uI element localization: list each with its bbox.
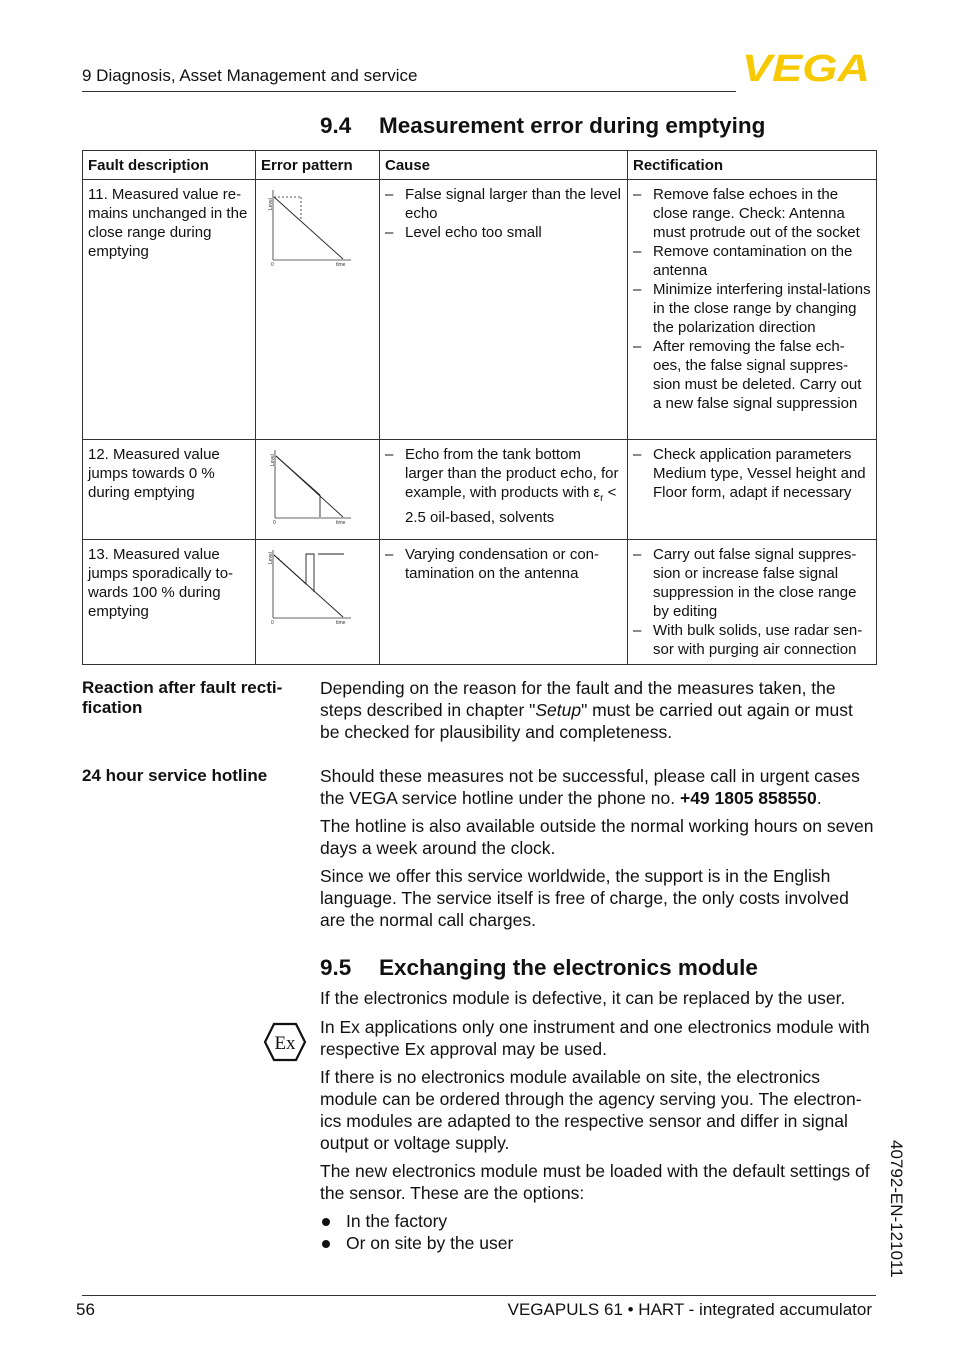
reaction-text bbox=[320, 677, 876, 743]
x-axis-label: time bbox=[336, 520, 346, 526]
error-pattern-cell bbox=[256, 180, 380, 440]
rectification-item: – Remove contamination on the antenna bbox=[633, 242, 871, 280]
section-95-p4: The new electronics module must be loaded with the default settings of the sensor. These are the options: bbox=[320, 1161, 870, 1203]
logo-text: VEGA bbox=[742, 50, 870, 84]
cause-cell bbox=[380, 180, 628, 440]
rectification-cell bbox=[628, 540, 877, 665]
product-name: VEGAPULS 61 • HART - integrated accumulator bbox=[507, 1300, 872, 1319]
fault-table bbox=[82, 150, 877, 665]
section-95-p3: If there is no electronics module available on site, the electronics module can be ordered through the agency serving you. The electron-ics modules are adapted to the respective sensor and differ in signal output or voltage supply. bbox=[320, 1067, 862, 1153]
y-axis-label: Level bbox=[270, 454, 276, 466]
hotline-label: 24 hour service hotline bbox=[82, 766, 268, 785]
table-header-row bbox=[83, 151, 877, 180]
reaction-text-part: " must be carried out again or must be checked for plausibility and completeness. bbox=[320, 700, 853, 742]
level-line bbox=[274, 197, 343, 259]
rectification-item: – After removing the false ech-oes, the false signal suppres-sion must be deleted. Carry out a new false signal suppression bbox=[633, 337, 871, 413]
cause-item: – Varying condensation or con-tamination on the antenna bbox=[385, 545, 622, 583]
section-95-p1: If the electronics module is defective, it can be replaced by the user. bbox=[320, 988, 846, 1008]
x-axis-label: time bbox=[336, 620, 346, 626]
error-pattern-chart bbox=[256, 540, 379, 630]
hotline-p1: Should these measures not be successful, please call in urgent cases the VEGA service hotline under the phone no. bbox=[320, 766, 860, 808]
table-row bbox=[83, 540, 877, 665]
fault-description: 13. Measured value jumps sporadically to-wards 100 % during emptying bbox=[83, 540, 256, 665]
rectification-item: – Check application parameters Medium type, Vessel height and Floor form, adapt if necessary bbox=[633, 445, 871, 502]
options-list bbox=[320, 1210, 876, 1254]
hotline-p2: The hotline is also available outside the normal working hours on seven days a week around the clock. bbox=[320, 816, 874, 858]
section-95-body bbox=[320, 1016, 876, 1254]
fault-description: 12. Measured value jumps towards 0 % during emptying bbox=[83, 440, 256, 540]
rectification-item: – Remove false echoes in the close range. Check: Antenna must protrude out of the socket bbox=[633, 185, 871, 242]
hotline-phone: +49 1805 858550 bbox=[679, 788, 817, 808]
error-pattern-chart bbox=[256, 440, 379, 534]
header-rule bbox=[82, 91, 736, 92]
x-axis-label: time bbox=[336, 262, 346, 268]
ex-warning-icon bbox=[263, 1022, 307, 1062]
hotline-p3: Since we offer this service worldwide, the support is in the English language. The service itself is free of charge, the only costs involved are the normal call charges. bbox=[320, 866, 849, 930]
page-number: 56 bbox=[76, 1300, 95, 1319]
cause-cell bbox=[380, 440, 628, 540]
rectification-item: – Carry out false signal suppres-sion or increase false signal suppression in the close range by editing bbox=[633, 545, 871, 621]
section-number: 9.5 bbox=[320, 955, 352, 980]
cause-suffix: < 2.5 oil-based, solvents bbox=[405, 484, 617, 526]
table-row bbox=[83, 180, 877, 440]
fault-description: 11. Measured value re-mains unchanged in the close range during emptying bbox=[83, 180, 256, 440]
cause-cell bbox=[380, 540, 628, 665]
setup-chapter-ref: Setup bbox=[535, 700, 582, 720]
error-pattern-cell bbox=[256, 540, 380, 665]
cause-text: Echo from the tank bottom larger than the product echo, for example, with products with bbox=[405, 446, 619, 501]
list-item: Or on site by the user bbox=[320, 1232, 876, 1254]
section-number: 9.4 bbox=[320, 113, 352, 138]
origin-label: 0 bbox=[271, 620, 274, 626]
y-axis-label: Level bbox=[268, 552, 274, 564]
error-pattern-chart bbox=[256, 180, 379, 280]
error-pattern-cell bbox=[256, 440, 380, 540]
cause-item: – Echo from the tank bottom larger than the product echo, for example, with products with $\varepsilon_r < 2.5$ oil-based, solvents bbox=[385, 445, 622, 527]
rectification-item: – With bulk solids, use radar sen-sor with purging air connection bbox=[633, 621, 871, 659]
section-heading-9-4 bbox=[320, 113, 765, 139]
table-row bbox=[83, 440, 877, 540]
origin-label: 0 bbox=[271, 262, 274, 268]
col-header: Error pattern bbox=[256, 151, 380, 180]
col-header: Rectification bbox=[628, 151, 877, 180]
running-header: 9 Diagnosis, Asset Management and service bbox=[82, 66, 418, 85]
section-title: Exchanging the electronics module bbox=[379, 955, 758, 980]
col-header: Fault description bbox=[83, 151, 256, 180]
footer-rule bbox=[82, 1295, 876, 1296]
vega-logo bbox=[742, 50, 870, 84]
origin-label: 0 bbox=[273, 520, 276, 526]
y-axis-label: Level bbox=[268, 198, 274, 210]
section-heading-9-5 bbox=[320, 955, 758, 981]
list-item: In the factory bbox=[320, 1210, 876, 1232]
cause-item: – Level echo too small bbox=[385, 223, 622, 242]
reaction-text-part: Depending on the reason for the fault and the measures taken, the steps described in chapter " bbox=[320, 678, 836, 720]
ex-symbol-text: Ex bbox=[274, 1033, 296, 1054]
section-95-p2: In Ex applications only one instrument and one electronics module with respective Ex approval may be used. bbox=[320, 1017, 870, 1059]
section-title: Measurement error during emptying bbox=[379, 113, 766, 138]
hotline-p1-end: . bbox=[816, 788, 822, 808]
document-code: 40792-EN-121011 bbox=[887, 1140, 906, 1278]
rectification-cell bbox=[628, 440, 877, 540]
rectification-item: – Minimize interfering instal-lations in the close range by changing the polarization direction bbox=[633, 280, 871, 337]
rectification-cell bbox=[628, 180, 877, 440]
cause-item: – False signal larger than the level echo bbox=[385, 185, 622, 223]
hotline-text bbox=[320, 765, 876, 931]
col-header: Cause bbox=[380, 151, 628, 180]
reaction-label: Reaction after fault recti-fication bbox=[82, 678, 283, 717]
